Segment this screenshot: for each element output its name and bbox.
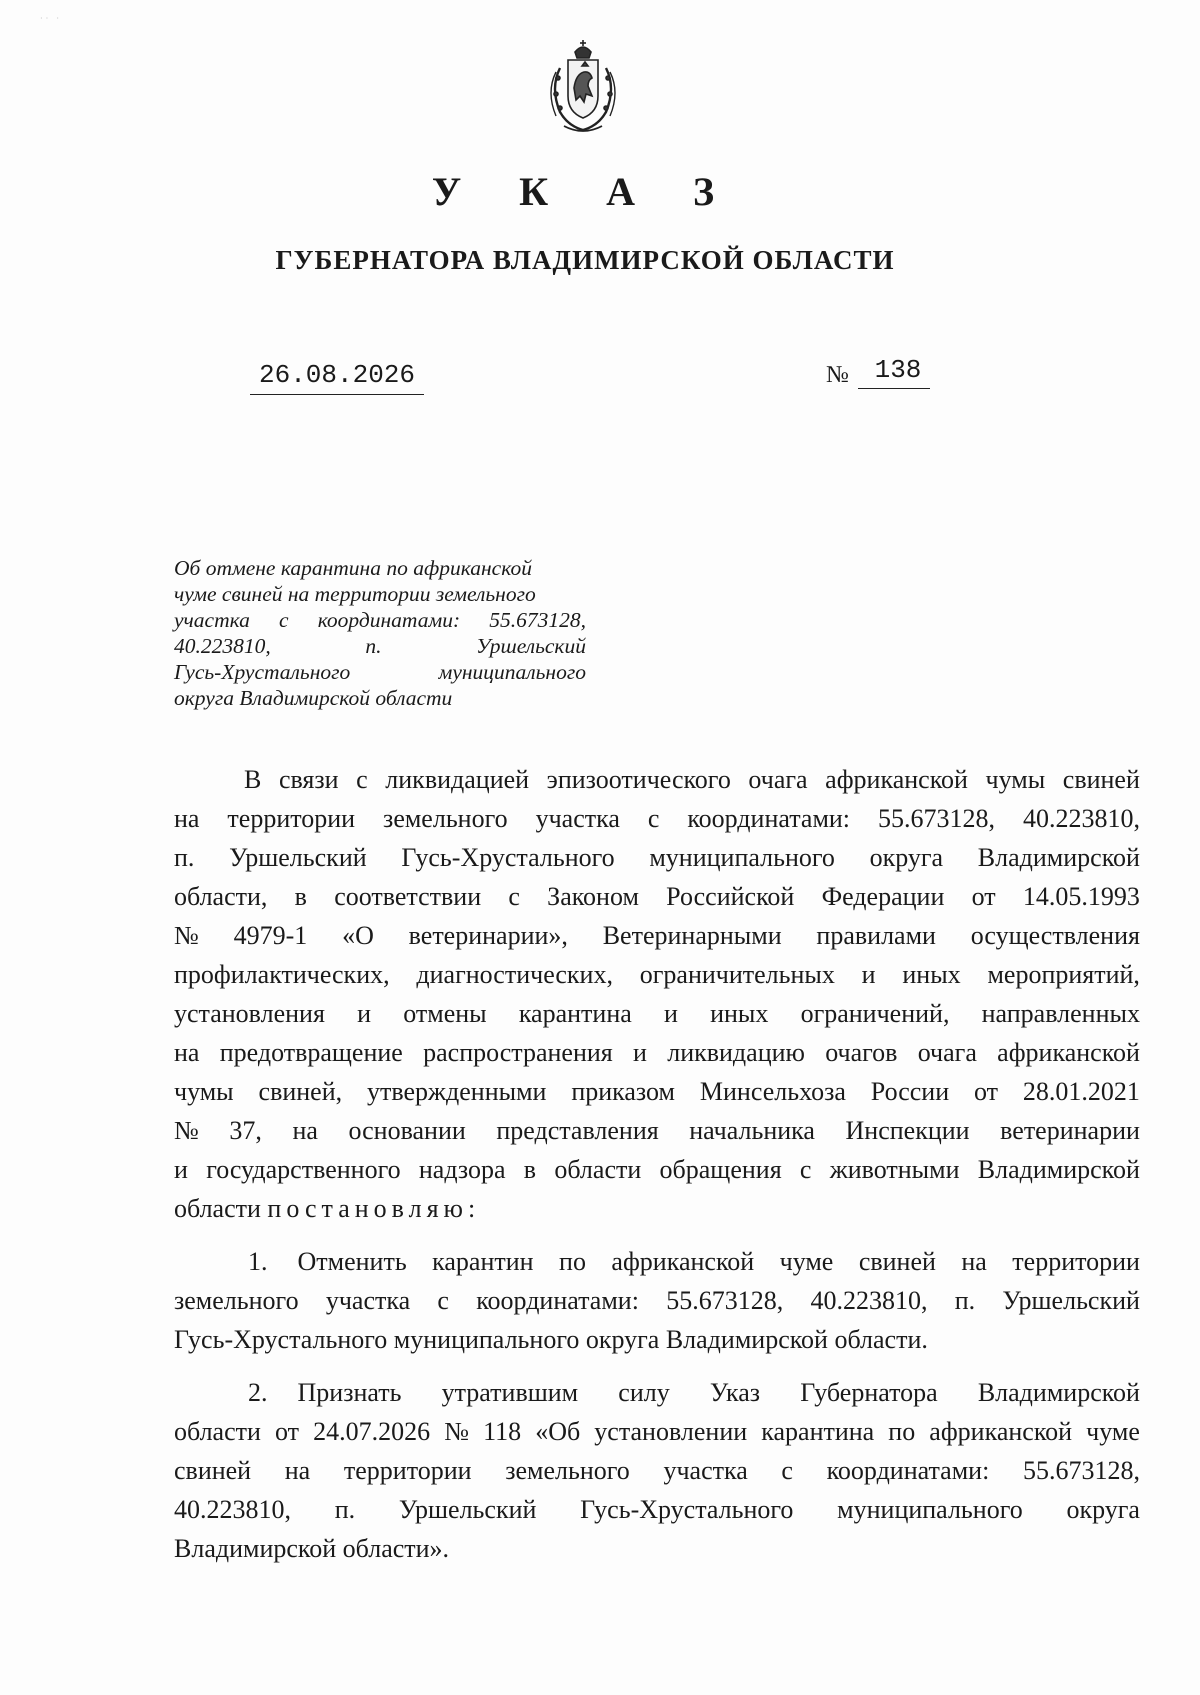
word: 40.223810, bbox=[174, 1495, 291, 1524]
word: координатами: bbox=[687, 804, 851, 833]
word: начальника bbox=[689, 1116, 815, 1145]
word: утратившим bbox=[441, 1378, 579, 1407]
word: в bbox=[294, 882, 307, 911]
word: очага bbox=[748, 765, 808, 794]
word: ветеринарии», bbox=[408, 921, 568, 950]
date-underline bbox=[250, 394, 424, 395]
word: п. bbox=[334, 1495, 356, 1524]
word: на bbox=[284, 1456, 311, 1485]
word: по bbox=[559, 1247, 586, 1276]
word: ликвидацией bbox=[385, 765, 530, 794]
word: 40.223810, bbox=[174, 634, 271, 658]
word: на bbox=[292, 1116, 318, 1145]
word: в bbox=[523, 1155, 537, 1184]
body-line bbox=[174, 1281, 1140, 1320]
item-last-line: Гусь-Хрустального муниципального округа Владимирской области. bbox=[174, 1325, 928, 1354]
body-line bbox=[174, 877, 1140, 916]
word: очагов bbox=[825, 1038, 898, 1067]
document-title: У К А З bbox=[431, 169, 739, 214]
word: с bbox=[647, 804, 660, 833]
word: африканской bbox=[997, 1038, 1140, 1067]
preamble-closing-word: области bbox=[174, 1194, 261, 1223]
word: и bbox=[861, 960, 876, 989]
word: на bbox=[174, 1038, 200, 1067]
decree-item-2 bbox=[174, 1373, 1140, 1568]
body-line bbox=[174, 838, 1140, 877]
word: основании bbox=[348, 1116, 466, 1145]
word: Гусь-Хрустального bbox=[174, 660, 351, 684]
word: Минсельхоза bbox=[699, 1077, 846, 1106]
word: «Об bbox=[535, 1417, 581, 1446]
word: № bbox=[444, 1417, 469, 1446]
word: 40.223810, bbox=[810, 1286, 928, 1315]
word: от bbox=[974, 1077, 999, 1106]
word: 28.01.2021 bbox=[1022, 1077, 1140, 1106]
word: п. bbox=[365, 634, 382, 658]
word: африканской bbox=[611, 1247, 755, 1276]
word: В bbox=[244, 765, 262, 794]
word: участка bbox=[663, 1456, 748, 1485]
word: чуме bbox=[779, 1247, 834, 1276]
body-line bbox=[174, 994, 1140, 1033]
word: животными bbox=[829, 1155, 960, 1184]
word: п. bbox=[954, 1286, 976, 1315]
word: земельного bbox=[383, 804, 508, 833]
word: России bbox=[870, 1077, 950, 1106]
word: на bbox=[961, 1247, 987, 1276]
word: земельного bbox=[174, 1286, 299, 1315]
item-number: 2. bbox=[248, 1378, 268, 1407]
word: Уршельский bbox=[229, 843, 367, 872]
word: области bbox=[554, 1155, 642, 1184]
word: Признать bbox=[297, 1378, 402, 1407]
body-line bbox=[174, 1412, 1140, 1451]
word: Отменить bbox=[297, 1247, 407, 1276]
word: округа Владимирской области bbox=[174, 686, 453, 710]
word: участка bbox=[325, 1286, 411, 1315]
word: муниципального bbox=[438, 660, 586, 684]
word: свиней bbox=[1062, 765, 1140, 794]
word: направленных bbox=[981, 999, 1140, 1028]
body-line bbox=[174, 1033, 1140, 1072]
word: карантин bbox=[432, 1247, 534, 1276]
word: чуме bbox=[1086, 1417, 1140, 1446]
word: Инспекции bbox=[845, 1116, 970, 1145]
coat-of-arms-icon bbox=[538, 38, 628, 138]
word: предотвращение bbox=[219, 1038, 403, 1067]
word: Об отмене карантина по африканской bbox=[174, 556, 532, 580]
subject-line bbox=[174, 633, 586, 659]
word: с bbox=[799, 1155, 812, 1184]
subject-line bbox=[174, 555, 586, 581]
preamble-closing-line bbox=[174, 1189, 1140, 1228]
word: надзора bbox=[418, 1155, 506, 1184]
word: территории bbox=[343, 1456, 472, 1485]
word: обращения bbox=[659, 1155, 782, 1184]
body-line bbox=[174, 916, 1140, 955]
word: с bbox=[279, 608, 289, 632]
word: 37, bbox=[229, 1116, 262, 1145]
word: «О bbox=[342, 921, 374, 950]
word: Уршельский bbox=[1002, 1286, 1140, 1315]
word: 55.673128, bbox=[489, 608, 586, 632]
word: 55.673128, bbox=[666, 1286, 784, 1315]
word: Законом bbox=[547, 882, 639, 911]
body-line bbox=[174, 1490, 1140, 1529]
word: земельного bbox=[505, 1456, 630, 1485]
word: участка bbox=[174, 608, 250, 632]
word: утвержденными bbox=[367, 1077, 547, 1106]
word: силу bbox=[618, 1378, 670, 1407]
word: ограничительных bbox=[639, 960, 835, 989]
word: территории bbox=[227, 804, 356, 833]
word: 14.05.1993 bbox=[1022, 882, 1140, 911]
word: установлении bbox=[594, 1417, 748, 1446]
word: с bbox=[356, 765, 368, 794]
item-last-line: Владимирской области». bbox=[174, 1534, 450, 1563]
document-issuer: ГУБЕРНАТОРА ВЛАДИМИРСКОЙ ОБЛАСТИ bbox=[275, 245, 895, 275]
word: мероприятий, bbox=[987, 960, 1140, 989]
body-line bbox=[174, 1150, 1140, 1189]
body-line bbox=[174, 1451, 1140, 1490]
word: карантина bbox=[761, 1417, 875, 1446]
item-first-line bbox=[174, 1242, 1140, 1281]
word: округа bbox=[869, 843, 944, 872]
word: профилактических, bbox=[174, 960, 390, 989]
subject-line bbox=[174, 659, 586, 685]
word: осуществления bbox=[970, 921, 1140, 950]
word: иных bbox=[902, 960, 961, 989]
word: диагностических, bbox=[416, 960, 613, 989]
word: ветеринарии bbox=[1000, 1116, 1140, 1145]
word: Гусь-Хрустального bbox=[401, 843, 615, 872]
word: африканской bbox=[825, 765, 968, 794]
word: Указ bbox=[709, 1378, 761, 1407]
word: связи bbox=[278, 765, 339, 794]
decree-subject bbox=[174, 555, 586, 711]
word: 40.223810, bbox=[1022, 804, 1140, 833]
word: Уршельский bbox=[398, 1495, 537, 1524]
decree-keyword: постановляю: bbox=[267, 1194, 481, 1223]
word: от bbox=[971, 882, 996, 911]
number-underline bbox=[858, 388, 930, 389]
item-first-line bbox=[174, 1373, 1140, 1412]
word: координатами: bbox=[476, 1286, 639, 1315]
word: карантина bbox=[518, 999, 632, 1028]
word: с bbox=[508, 882, 520, 911]
word: области, bbox=[174, 882, 268, 911]
word: Владимирской bbox=[977, 1378, 1140, 1407]
word: № bbox=[174, 1116, 199, 1145]
body-line bbox=[174, 1111, 1140, 1150]
body-line bbox=[174, 955, 1140, 994]
word: 4979-1 bbox=[233, 921, 308, 950]
word: чуме свиней на территории земельного bbox=[174, 582, 536, 606]
word: 24.07.2026 bbox=[313, 1417, 431, 1446]
word: ограничений, bbox=[800, 999, 950, 1028]
word: 55.673128, bbox=[1022, 1456, 1140, 1485]
word: приказом bbox=[571, 1077, 676, 1106]
decree-body bbox=[174, 760, 1140, 1568]
word: Губернатора bbox=[800, 1378, 938, 1407]
word: муниципального bbox=[649, 843, 835, 872]
word: муниципального bbox=[837, 1495, 1023, 1524]
subject-line bbox=[174, 607, 586, 633]
decree-number: 138 bbox=[874, 355, 922, 385]
word: чумы bbox=[985, 765, 1046, 794]
word: и bbox=[357, 999, 372, 1028]
word: государственного bbox=[206, 1155, 401, 1184]
word: очага bbox=[917, 1038, 977, 1067]
word: свиней, bbox=[258, 1077, 343, 1106]
body-line bbox=[174, 799, 1140, 838]
word: на bbox=[174, 804, 200, 833]
word: и bbox=[663, 999, 678, 1028]
word: п. bbox=[174, 843, 195, 872]
item-number: 1. bbox=[248, 1247, 268, 1276]
word: 118 bbox=[483, 1417, 522, 1446]
scan-noise: ·· · bbox=[40, 14, 62, 23]
word: и bbox=[633, 1038, 647, 1067]
number-sign: № bbox=[826, 362, 849, 388]
word: координатами: bbox=[826, 1456, 990, 1485]
word: Гусь-Хрустального bbox=[580, 1495, 794, 1524]
word: Уршельский bbox=[476, 634, 586, 658]
word: представления bbox=[496, 1116, 659, 1145]
body-line bbox=[174, 760, 1140, 799]
word: с bbox=[781, 1456, 793, 1485]
word: № bbox=[174, 921, 199, 950]
word: Федерации bbox=[821, 882, 945, 911]
word: распространения bbox=[423, 1038, 613, 1067]
word: отмены bbox=[403, 999, 487, 1028]
subject-line bbox=[174, 581, 586, 607]
word: координатами: bbox=[317, 608, 461, 632]
word: 55.673128, bbox=[877, 804, 995, 833]
word: по bbox=[888, 1417, 916, 1446]
word: чумы bbox=[174, 1077, 234, 1106]
word: области bbox=[174, 1417, 261, 1446]
preamble-paragraph bbox=[174, 760, 1140, 1189]
word: участка bbox=[535, 804, 620, 833]
word: Владимирской bbox=[977, 843, 1140, 872]
word: свиней bbox=[858, 1247, 936, 1276]
word: установления bbox=[174, 999, 325, 1028]
word: ликвидацию bbox=[667, 1038, 805, 1067]
decree-item-1 bbox=[174, 1242, 1140, 1359]
body-line bbox=[174, 1072, 1140, 1111]
word: иных bbox=[710, 999, 769, 1028]
word: с bbox=[437, 1286, 449, 1315]
subject-line bbox=[174, 685, 586, 711]
word: округа bbox=[1066, 1495, 1140, 1524]
word: африканской bbox=[929, 1417, 1073, 1446]
word: Ветеринарными bbox=[602, 921, 782, 950]
word: от bbox=[275, 1417, 300, 1446]
word: и bbox=[174, 1155, 188, 1184]
word: соответствии bbox=[334, 882, 482, 911]
word: свиней bbox=[174, 1456, 252, 1485]
decree-date: 26.08.2026 bbox=[258, 360, 416, 390]
word: правилами bbox=[816, 921, 936, 950]
word: эпизоотического bbox=[546, 765, 731, 794]
word: Владимирской bbox=[977, 1155, 1140, 1184]
word: Российской bbox=[666, 882, 795, 911]
word: территории bbox=[1012, 1247, 1140, 1276]
